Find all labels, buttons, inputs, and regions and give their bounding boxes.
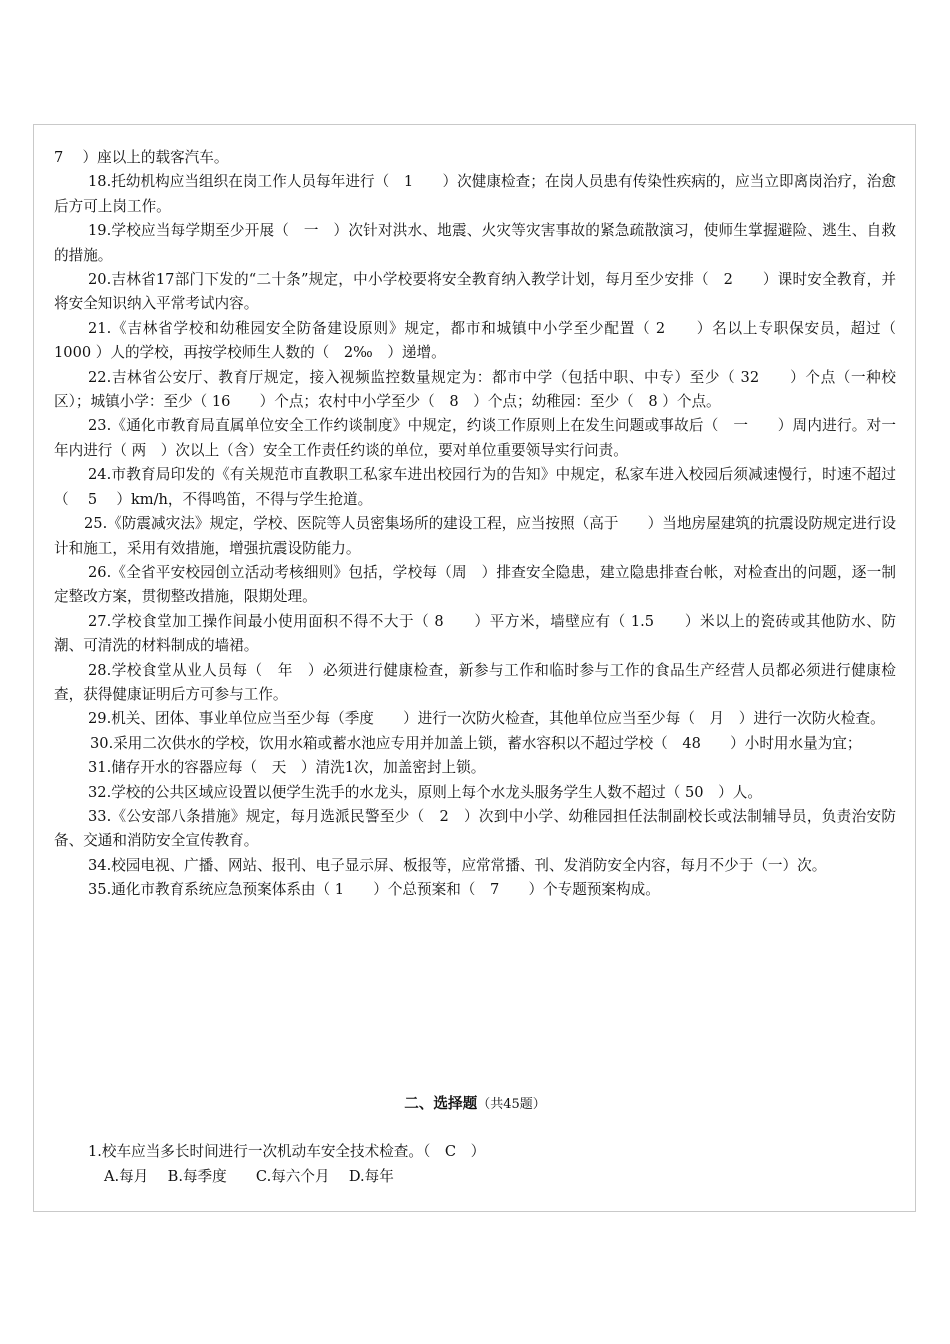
- choice-question-1-options: A.每月 B.每季度 C.每六个月 D.每年: [104, 1168, 394, 1185]
- question-25: 25.《防震减灾法》规定，学校、医院等人员密集场所的建设工程，应当按照（高于 ）当地房屋建筑的抗震设防规定进行设计和施工，采用有效措施，增强抗震设防能力。: [54, 515, 896, 557]
- question-20: 20.吉林省17部门下发的“二十条”规定，中小学校要将安全教育纳入教学计划，每月至少安排（ 2 ）课时安全教育，并将安全知识纳入平常考试内容。: [54, 271, 896, 313]
- question-18: 18.托幼机构应当组织在岗工作人员每年进行（ 1 ）次健康检查；在岗人员患有传染性疾病的，应当立即离岗治疗，治愈后方可上岗工作。: [54, 173, 896, 215]
- question-26: 26.《全省平安校园创立活动考核细则》包括，学校每（周 ）排查安全隐患，建立隐患排查台帐，对检查出的问题，逐一制定整改方案，贯彻整改措施，限期处理。: [54, 563, 896, 606]
- choice-question-1: 1.校车应当多长时间进行一次机动车安全技术检查。（ C ）: [88, 1143, 486, 1160]
- question-19: 19.学校应当每学期至少开展（ 一 ）次针对洪水、地震、火灾等灾害事故的紧急疏散演习，使师生掌握避险、逃生、自救的措施。: [54, 222, 896, 264]
- question-30: 30.采用二次供水的学校，饮用水箱或蓄水池应专用并加盖上锁，蓄水容积以不超过学校（ 48 ）小时用水量为宜；: [90, 734, 862, 752]
- fill-in-blank-list: [54, 146, 896, 903]
- question-33: 33.《公安部八条措施》规定，每月选派民警至少（ 2 ）次到中小学、幼稚园担任法制副校长或法制辅导员，负责治安防备、交通和消防安全宣传教育。: [54, 807, 896, 850]
- question-34: 34.校园电视、广播、网站、报刊、电子显示屏、板报等，应常常播、刊、发消防安全内容，每月不少于（一）次。: [88, 856, 827, 874]
- question-35: 35.通化市教育系统应急预案体系由（ 1 ）个总预案和（ 7 ）个专题预案构成。: [88, 881, 660, 899]
- question-23: 23.《通化市教育局直属单位安全工作约谈制度》中规定，约谈工作原则上在发生问题或事故后（ 一 ）周内进行。对一年内进行（ 两 ）次以上（含）安全工作责任约谈的单位，要对单位重要领导实行问责。: [54, 417, 896, 459]
- question-21: 21.《吉林省学校和幼稚园安全防备建设原则》规定，都市和城镇中小学至少配置（ 2 ）名以上专职保安员，超过（ 1000 ）人的学校，再按学校师生人数的（ 2‰ ）递增。: [54, 319, 896, 362]
- question-31: 31.储存开水的容器应每（ 天 ）清洗1次，加盖密封上锁。: [88, 759, 486, 777]
- question-32: 32.学校的公共区域应设置以便学生洗手的水龙头，原则上每个水龙头服务学生人数不超过（ 50 ）人。: [88, 783, 762, 801]
- question-27: 27.学校食堂加工操作间最小使用面积不得不大于（ 8 ）平方米，墙壁应有（ 1.5 ）米以上的瓷砖或其他防水、防潮、可清洗的材料制成的墙裙。: [54, 612, 896, 655]
- question-29: 29.机关、团体、事业单位应当至少每（季度 ）进行一次防火检查，其他单位应当至少每（ 月 ）进行一次防火检查。: [88, 710, 885, 728]
- section-count: （共45题）: [477, 1097, 546, 1112]
- question-24: 24.市教育局印发的《有关规范市直教职工私家车进出校园行为的告知》中规定，私家车进入校园后须减速慢行，时速不超过（ 5 ）km/h，不得鸣笛，不得与学生抢道。: [54, 466, 896, 508]
- section-heading: [0, 1092, 950, 1113]
- question-22: 22.吉林省公安厅、教育厅规定，接入视频监控数量规定为：都市中学（包括中职、中专）至少（ 32 ）个点（一种校区）；城镇小学：至少（ 16 ）个点；农村中小学至少（ 8 ）个点；幼稚园：至少（ 8 ）个点。: [54, 368, 896, 411]
- question-28: 28.学校食堂从业人员每（ 年 ）必须进行健康检查，新参与工作和临时参与工作的食品生产经营人员都必须进行健康检查，获得健康证明后方可参与工作。: [54, 661, 896, 703]
- question-17-tail: 7 ）座以上的载客汽车。: [54, 149, 229, 166]
- section-title: 二、选择题: [404, 1095, 478, 1112]
